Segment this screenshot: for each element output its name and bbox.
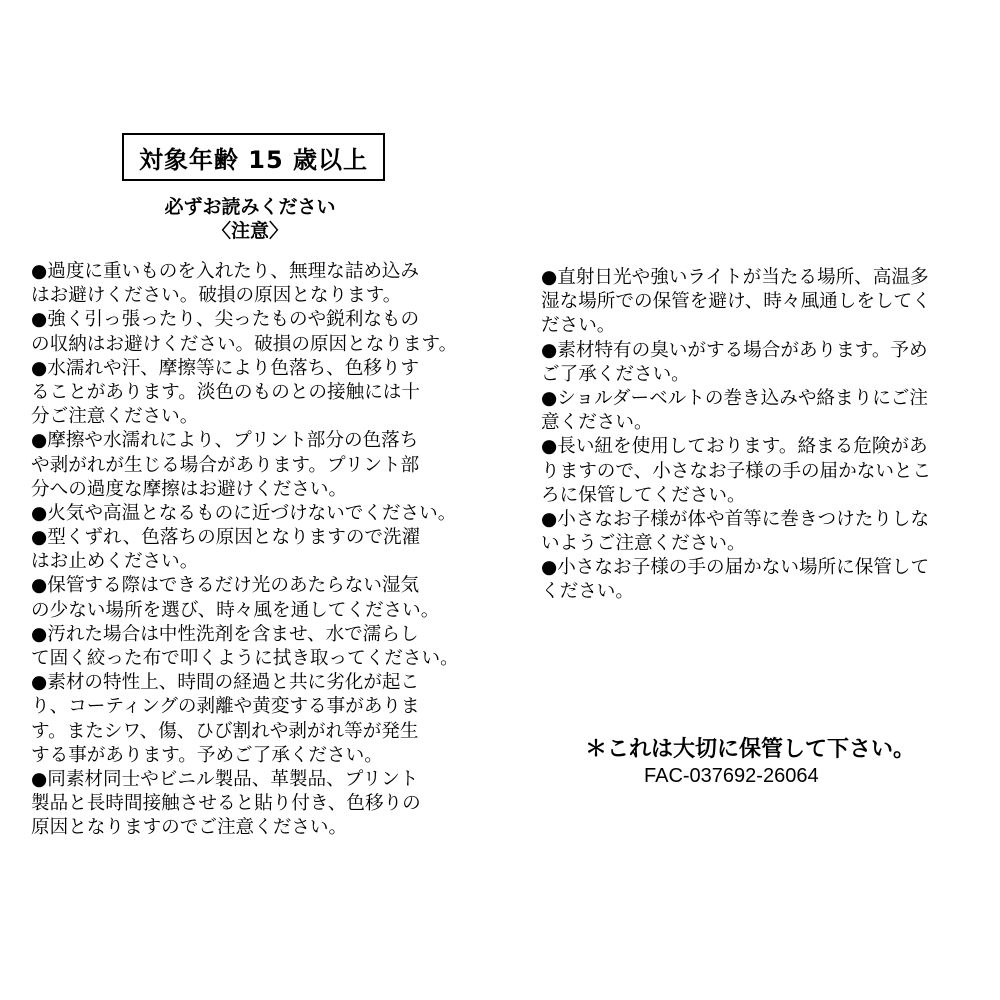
caution-list-right (541, 266, 986, 605)
caution-line: や剥がれが生じる場合があります。プリント部 (31, 454, 420, 476)
caution-line: はお止めください。 (31, 551, 199, 573)
caution-line: ●摩擦や水濡れにより、プリント部分の色落ち (31, 430, 419, 452)
caution-line: り、コーティングの剥離や黄変する事がありま (31, 696, 420, 718)
must-read-heading: 必ずお読みください (164, 196, 336, 218)
caution-line: 意ください。 (541, 412, 653, 434)
caution-line: ●同素材同士やビニル製品、革製品、プリント (31, 768, 419, 790)
caution-line: す。またシワ、傷、ひび割れや剥がれ等が発生 (31, 720, 419, 742)
caution-line: ●小さなお子様が体や首等に巻きつけたりしな (541, 508, 930, 530)
caution-line: 分ご注意ください。 (31, 406, 199, 428)
caution-line: はお避けください。破損の原因となります。 (31, 285, 402, 307)
caution-line: する事があります。予めご了承ください。 (31, 744, 383, 766)
caution-list-left (31, 260, 476, 841)
caution-line: ●小さなお子様の手の届かない場所に保管して (541, 557, 930, 579)
caution-line: 湿な場所での保管を避け、時々風通しをしてく (541, 291, 931, 313)
caution-line: ●素材特有の臭いがする場合があります。予め (541, 339, 928, 361)
caution-line: 製品と長時間接触させると貼り付き、色移りの (31, 793, 421, 815)
caution-line: ださい。 (541, 315, 616, 337)
caution-line: ●ショルダーベルトの巻き込みや絡まりにご注 (541, 387, 928, 409)
caution-line: ろに保管してください。 (541, 484, 746, 506)
caution-line: ●過度に重いものを入れたり、無理な詰め込み (31, 261, 420, 282)
product-code: FAC-037692-26064 (644, 765, 819, 787)
caution-line: ●素材の特性上、時間の経過と共に劣化が起こ (31, 672, 420, 694)
caution-line: ●火気や高温となるものに近づけないでください。 (31, 502, 457, 524)
caution-line: 原因となりますのでご注意ください。 (31, 817, 348, 839)
age-rating-label: 対象年齢 15 歳以上 (122, 133, 385, 181)
keep-note: ＊これは大切に保管して下さい。 (585, 737, 916, 762)
caution-line: りますので、小さなお子様の手の届かないとこ (541, 460, 932, 482)
caution-line: の少ない場所を選び、時々風を通してください。 (31, 599, 440, 621)
caution-line: ●汚れた場合は中性洗剤を含ませ、水で濡らし (31, 623, 419, 645)
caution-line: 分への過度な摩擦はお避けください。 (31, 478, 348, 500)
caution-line: の収納はお避けください。破損の原因となります。 (31, 333, 458, 355)
caution-line: いようご注意ください。 (541, 533, 746, 555)
caution-line: ●型くずれ、色落ちの原因となりますので洗濯 (31, 527, 421, 549)
caution-line: て固く絞った布で叩くように拭き取ってください。 (31, 648, 459, 669)
caution-line: ●水濡れや汗、摩擦等により色落ち、色移りす (31, 357, 420, 379)
caution-line: ることがあります。淡色のものとの接触には十 (31, 381, 420, 403)
caution-line: ●長い紐を使用しております。絡まる危険があ (541, 436, 928, 458)
caution-line: ください。 (541, 581, 634, 603)
caution-line: ●直射日光や強いライトが当たる場所、高温多 (541, 267, 929, 288)
caution-line: ●保管する際はできるだけ光のあたらない湿気 (31, 575, 420, 597)
caution-heading: 〈注意〉 (211, 220, 288, 242)
caution-line: ●強く引っ張ったり、尖ったものや鋭利なもの (31, 309, 420, 331)
caution-line: ご了承ください。 (541, 363, 690, 385)
